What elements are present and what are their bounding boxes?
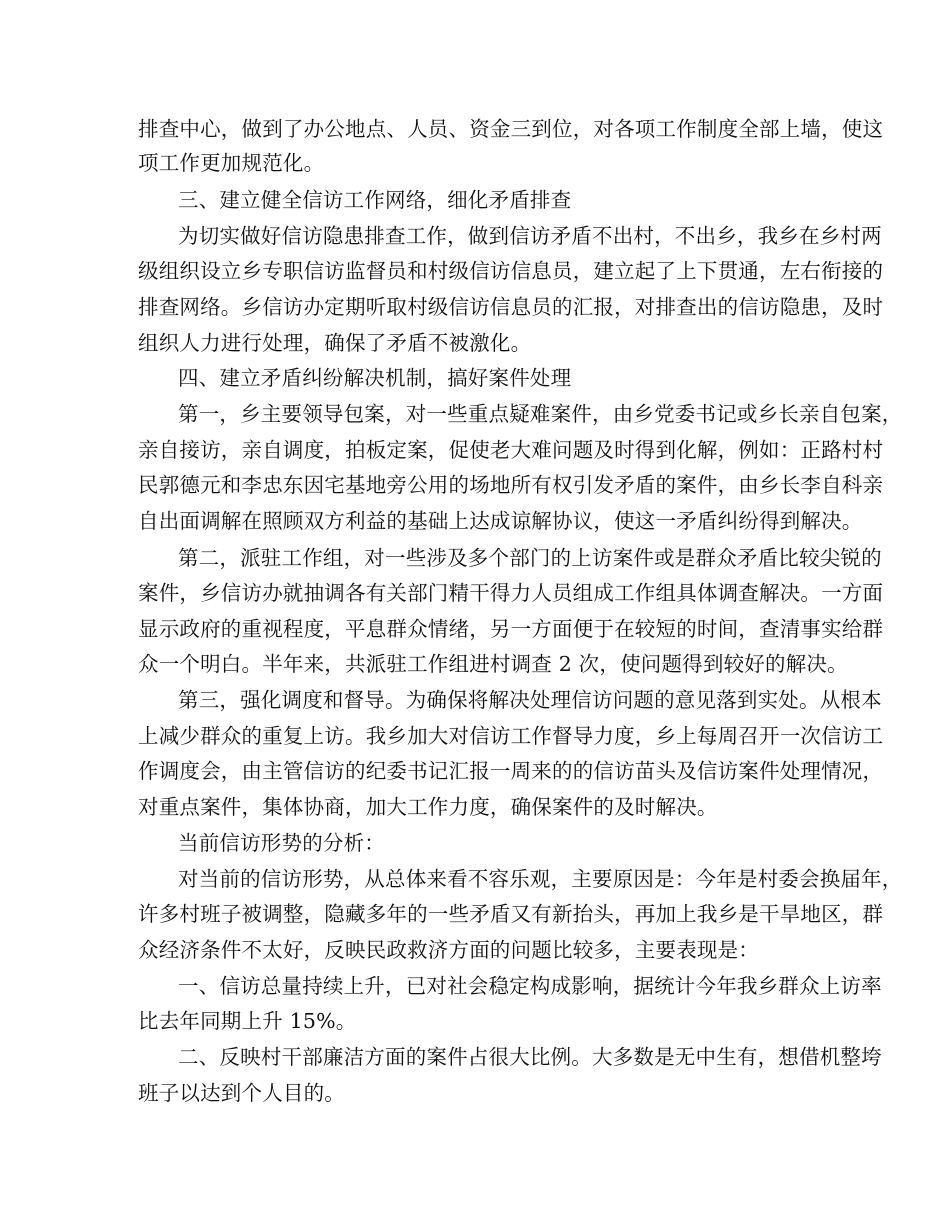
text-line: 许多村班子被调整，隐藏多年的一些矛盾又有新抬头，再加上我乡是干旱地区，群 <box>138 902 884 926</box>
text-line: 民郭德元和李忠东因宅基地旁公用的场地所有权引发矛盾的案件，由乡长李自科亲 <box>138 473 884 497</box>
text-line: 显示政府的重视程度，平息群众情绪，另一方面便于在较短的时间，查清事实给群 <box>138 617 884 641</box>
text-line: 第三，强化调度和督导。为确保将解决处理信访问题的意见落到实处。从根本 <box>178 688 882 712</box>
text-line: 上减少群众的重复上访。我乡加大对信访工作督导力度，乡上每周召开一次信访工 <box>138 724 884 748</box>
text-line: 比去年同期上升 15%。 <box>138 1009 357 1033</box>
text-line: 二、反映村干部廉洁方面的案件占很大比例。大多数是无中生有，想借机整垮 <box>178 1045 882 1069</box>
text-line: 自出面调解在照顾双方利益的基础上达成谅解协议，使这一矛盾纠纷得到解决。 <box>138 509 863 533</box>
text-line: 项工作更加规范化。 <box>138 151 325 175</box>
text-line: 班子以达到个人目的。 <box>138 1081 345 1105</box>
text-line: 对重点案件，集体协商，加大工作力度，确保案件的及时解决。 <box>138 795 718 819</box>
text-line: 第一，乡主要领导包案，对一些重点疑难案件，由乡党委书记或乡长亲自包案， <box>178 402 903 426</box>
section-heading: 当前信访形势的分析： <box>178 831 385 855</box>
text-line: 众经济条件不太好，反映民政救济方面的问题比较多，主要表现是： <box>138 938 759 962</box>
text-line: 排查中心，做到了办公地点、人员、资金三到位，对各项工作制度全部上墙，使这 <box>138 117 884 141</box>
text-line: 排查网络。乡信访办定期听取村级信访信息员的汇报，对排查出的信访隐患，及时 <box>138 295 884 319</box>
text-line: 对当前的信访形势，从总体来看不容乐观，主要原因是：今年是村委会换届年， <box>178 867 903 891</box>
section-heading: 四、建立矛盾纠纷解决机制，搞好案件处理 <box>178 366 572 390</box>
text-line: 亲自接访，亲自调度，拍板定案，促使老大难问题及时得到化解，例如：正路村村 <box>138 438 884 462</box>
text-line: 为切实做好信访隐患排查工作，做到信访矛盾不出村，不出乡，我乡在乡村两 <box>178 224 882 248</box>
text-line: 组织人力进行处理，确保了矛盾不被激化。 <box>138 331 532 355</box>
text-line: 作调度会，由主管信访的纪委书记汇报一周来的的信访苗头及信访案件处理情况， <box>138 759 884 783</box>
text-line: 案件，乡信访办就抽调各有关部门精干得力人员组成工作组具体调查解决。一方面 <box>138 581 884 605</box>
section-heading: 三、建立健全信访工作网络，细化矛盾排查 <box>178 188 572 212</box>
text-line: 级组织设立乡专职信访监督员和村级信访信息员，建立起了上下贯通，左右衔接的 <box>138 259 884 283</box>
text-line: 众一个明白。半年来，共派驻工作组进村调查 2 次，使问题得到较好的解决。 <box>138 652 848 676</box>
text-line: 一、信访总量持续上升，已对社会稳定构成影响，据统计今年我乡群众上访率 <box>178 974 882 998</box>
text-line: 第二，派驻工作组，对一些涉及多个部门的上访案件或是群众矛盾比较尖锐的 <box>178 546 882 570</box>
